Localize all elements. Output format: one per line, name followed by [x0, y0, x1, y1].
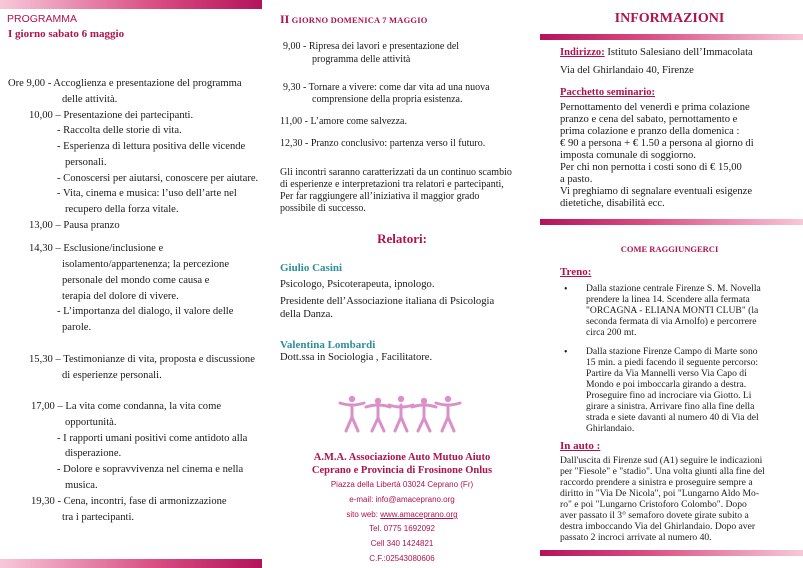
bullet-icon: • [564, 284, 568, 295]
come-raggiungerci-title: COME RAGGIUNGERCI [620, 244, 719, 254]
auto-line: destra imboccando Via del Ghirlandaio. Dopo aver [560, 521, 756, 532]
schedule-line: - I rapporti umani positivi come antidoto alla [57, 433, 248, 444]
schedule-line: Ore 9,00 - Accoglienza e presentazione del programma [8, 78, 242, 89]
schedule-line: isolamento/appartenenza; la percezione [62, 259, 230, 270]
org-address: Piazza della Libertà 03024 Ceprano (Fr) [330, 480, 474, 489]
treno-line: girare a sinistra. Arrivare fino alla fine della [586, 401, 755, 412]
auto-line: passato 2 incroci arrivate al numero 40. [560, 532, 712, 543]
info-decorative-bar [540, 34, 803, 40]
pacchetto-line: imposta comunale di soggiorno. [560, 150, 696, 161]
auto-line: raccordo prendere a sinistra e proseguire sempre a [560, 477, 753, 488]
auto-label: In auto : [560, 440, 601, 452]
schedule-line: programma delle attività [312, 54, 411, 65]
note-line: Gli incontri saranno caratterizzati da un continuo scambio [280, 167, 512, 178]
treno-line: strada e siete davanti al numero 40 di Via del [586, 412, 759, 423]
treno-line: Ghirlandaio. [586, 423, 635, 434]
auto-line: Dall'uscita di Firenze sud (A1) seguire le indicazioni [560, 455, 763, 466]
speaker1-line: della Danza. [280, 309, 333, 320]
schedule-line: tra i partecipanti. [62, 512, 135, 523]
pacchetto-line: pranzo e cena del sabato, pernottamento e [560, 114, 738, 125]
treno-line: Proseguire fino ad incrociare via Giotto. Li [586, 390, 752, 401]
speaker1-name: Giulio Casini [280, 262, 343, 274]
schedule-line: opportunità. [65, 417, 117, 428]
top-decorative-bar [0, 0, 262, 9]
pacchetto-line: Per chi non pernotta i costi sono di € 15,00 [560, 162, 742, 173]
treno-line: Dalla stazione Firenze Campo di Marte sono [586, 346, 758, 357]
note-line: Per far raggiungere all’iniziativa il maggior grado [280, 191, 480, 202]
ama-logo-dancers [338, 393, 463, 435]
auto-line: ro" e poi "Lungarno Cristoforo Colombo". Dopo [560, 499, 747, 510]
schedule-line: - Dolore e sopravvivenza nel cinema e nella [57, 464, 244, 475]
website-link[interactable]: www.amaceprano.org [380, 510, 458, 519]
schedule-line: 17,00 – La vita come condanna, la vita come [31, 401, 222, 412]
email-link[interactable]: info@amaceprano.org [375, 495, 455, 504]
schedule-line: musica. [65, 480, 98, 491]
speaker2-line: Dott.ssa in Sociologia , Facilitatore. [280, 352, 433, 363]
speaker1-line: Psicologo, Psicoterapeuta, ipnologo. [280, 279, 435, 290]
auto-line: per "Fiesole" e "stadio". Una volta giunti alla fine del [560, 466, 765, 477]
relatori-title: Relatori: [377, 231, 427, 246]
schedule-line: - Vita, cinema e musica: l’uso dell’arte nel [57, 188, 237, 199]
pacchetto-line: a pasto. [560, 174, 593, 185]
treno-line: Partire da Via Mannelli verso Via Capo di [586, 368, 747, 379]
schedule-line: 13,00 – Pausa pranzo [29, 220, 120, 231]
indirizzo-label: Indirizzo: [560, 47, 605, 58]
schedule-line: parole. [62, 322, 92, 333]
email-label: e-mail: [349, 495, 376, 504]
pacchetto-line: dietetiche, disabilità ecc. [560, 198, 665, 209]
treno-label: Treno: [560, 266, 592, 278]
treno-line: Dalla stazione centrale Firenze S. M. Novella [586, 283, 761, 294]
day2-heading-prefix: II [280, 12, 290, 26]
info-title: INFORMAZIONI [614, 11, 725, 26]
schedule-line: personali. [65, 157, 107, 168]
pacchetto-line: Vi preghiamo di segnalare eventuali esigenze [560, 186, 753, 197]
schedule-line: 12,30 - Pranzo conclusivo: partenza verso il futuro. [280, 138, 486, 149]
day2-heading [280, 13, 428, 27]
pacchetto-line: € 90 a persona + € 1.50 a persona al giorno di [560, 138, 754, 149]
treno-line: "ORCAGNA - ELIANA MONTI CLUB" (la [586, 305, 759, 316]
schedule-line: - L’importanza del dialogo, il valore delle [57, 306, 234, 317]
org-website [268, 508, 536, 521]
org-tel: Tel. 0775 1692092 [369, 524, 435, 533]
schedule-line: di esperienze personali. [62, 370, 162, 381]
auto-line: aver passato il 3° semaforo dovete girate subito a [560, 510, 749, 521]
bottom-decorative-bar [540, 550, 803, 556]
schedule-line: 19,30 - Cena, incontri, fase di armonizzazione [31, 496, 227, 507]
note-line: possibile di successo. [280, 203, 366, 214]
auto-line: diritto in "Via De Nicola", poi "Lungarno Aldo Mo- [560, 488, 760, 499]
org-name-line2: Ceprano e Provincia di Frosinone Onlus [311, 465, 493, 476]
schedule-line: delle attività. [62, 94, 118, 105]
schedule-line: 11,00 - L’amore come salvezza. [280, 116, 407, 127]
treno-line: circa 200 mt. [586, 327, 637, 338]
info-column [536, 0, 803, 568]
schedule-line: - Raccolta delle storie di vita. [57, 125, 182, 136]
program-column-day2 [268, 0, 536, 568]
schedule-line: comprensione della propria esistenza. [312, 94, 463, 105]
indirizzo [560, 46, 753, 59]
indirizzo-value: Istituto Salesiano dell’Immacolata [604, 47, 753, 58]
pacchetto-line: prima colazione e pranzo della domenica : [560, 126, 740, 137]
schedule-line: 15,30 – Testimonianze di vita, proposta e discussione [29, 354, 255, 365]
schedule-line: 9,00 - Ripresa dei lavori e presentazione del [283, 41, 460, 52]
schedule-line: terapia del dolore di vivere. [62, 291, 179, 302]
schedule-line: 14,30 – Esclusione/inclusione e [29, 243, 164, 254]
bullet-icon: • [564, 347, 568, 358]
org-cell: Cell 340 1424821 [370, 539, 434, 548]
schedule-line: - Esperienza di lettura positiva delle vicende [57, 141, 246, 152]
org-email [268, 493, 536, 506]
schedule-line: 10,00 – Presentazione dei partecipanti. [29, 110, 194, 121]
schedule-line: disperazione. [65, 448, 122, 459]
treno-line: Mondo e poi imboccarla girando a destra. [586, 379, 747, 390]
org-cf: C.F.:02543080606 [369, 554, 435, 563]
schedule-line: recupero della forza vitale. [65, 204, 179, 215]
speaker2-name: Valentina Lombardi [280, 339, 376, 351]
schedule-line: 9,30 - Tornare a vivere: come dar vita ad una nuova [283, 82, 490, 93]
schedule-line: personale del mondo come causa e [62, 275, 210, 286]
treno-line: prendere la linea 14. Scendere alla fermata [586, 294, 750, 305]
bottom-decorative-bar [0, 559, 262, 568]
note-line: di esperienze e interpretazioni tra relatori e partecipanti, [280, 179, 504, 190]
org-name-line1: A.M.A. Associazione Auto Mutuo Aiuto [313, 452, 491, 463]
program-heading: PROGRAMMA [7, 13, 78, 25]
website-label: sito web: [346, 510, 381, 519]
day2-heading-rest: GIORNO DOMENICA 7 MAGGIO [289, 15, 428, 25]
pacchetto-line: Pernottamento del venerdì e prima colazione [560, 102, 750, 113]
pacchetto-label: Pacchetto seminario: [560, 87, 656, 98]
program-column-day1 [0, 0, 268, 568]
treno-line: 15 min. a piedi facendo il seguente percorso: [586, 357, 759, 368]
indirizzo-line2: Via del Ghirlandaio 40, Firenze [560, 65, 694, 76]
schedule-line: - Conoscersi per aiutarsi, conoscere per aiutare. [57, 173, 259, 184]
speaker1-line: Presidente dell’Associazione italiana di Psicologia [280, 296, 495, 307]
day1-subheading: I giorno sabato 6 maggio [8, 28, 125, 40]
section-decorative-bar [540, 219, 803, 225]
treno-line: seconda fermata di via Arnolfo) e percorrere [586, 316, 757, 327]
